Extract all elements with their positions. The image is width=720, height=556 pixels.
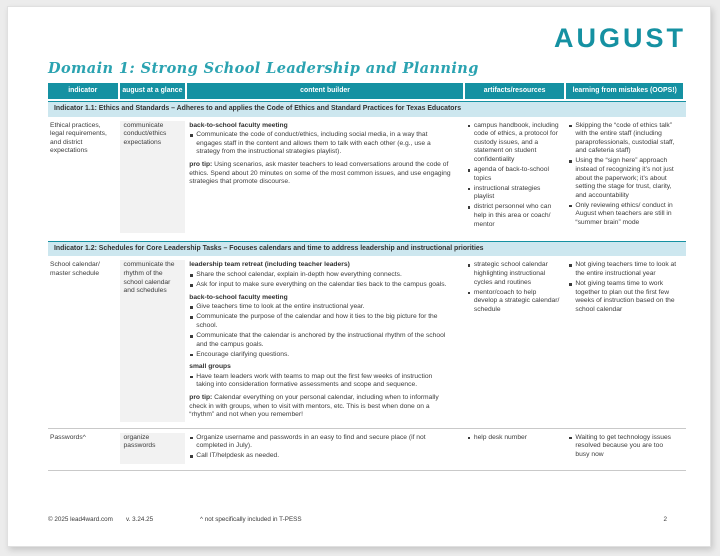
- table-row: [48, 117, 686, 239]
- content-heading: back-to-school faculty meeting: [189, 121, 288, 129]
- content-builder-cell: [187, 433, 463, 465]
- bullet-item: district personnel who can help in this area or coach/ mentor: [467, 203, 560, 229]
- indicator-cell: School calendar/ master schedule: [50, 261, 100, 277]
- bullet-item: Communicate the purpose of the calendar and how it ties to the big picture for the school.: [189, 313, 451, 330]
- learning-bullet-list: [568, 434, 678, 460]
- table-header-row: [48, 83, 686, 99]
- content-bullet-list: [189, 373, 451, 390]
- bullet-item: strategic school calendar highlighting instructional cycles and routines: [467, 261, 560, 287]
- bullet-item: Only reviewing ethics/ conduct in August when teachers are still in “summer brain” mode: [568, 202, 678, 228]
- pro-tip-label: pro tip:: [189, 160, 213, 168]
- page-footer: [48, 516, 686, 525]
- bullet-item: Encourage clarifying questions.: [189, 351, 451, 360]
- footer-copyright: © 2025 lead4ward.com: [48, 516, 113, 523]
- bullet-item: Ask for input to make sure everything on the calendar ties back to the campus goals.: [189, 281, 451, 290]
- bullet-item: Share the school calendar, explain in-depth how everything connects.: [189, 271, 451, 280]
- bullet-item: Not giving teams time to work together to plan out the first few weeks of instruction based on the school calendar: [568, 280, 678, 314]
- planning-table: [48, 83, 686, 472]
- bullet-item: Skipping the “code of ethics talk” with the entire staff (including paraprofessionals, custodial staff, and cafeteria staff): [568, 122, 678, 156]
- table-bottom-rule: [48, 470, 686, 472]
- learning-bullet-list: [568, 261, 678, 314]
- learning-cell: [566, 433, 683, 465]
- artifacts-bullet-list: [467, 261, 560, 314]
- bullet-item: campus handbook, including code of ethics, a protocol for custody issues, and a statement on student confidentiality: [467, 122, 560, 165]
- bullet-item: Waiting to get technology issues resolved because you are too busy now: [568, 434, 678, 460]
- at-a-glance-cell: communicate the rhythm of the school calendar and schedules: [120, 260, 186, 421]
- pro-tip: pro tip: Using scenarios, ask master teachers to lead conversations around the code of ethics. Spend about 20 minutes on some of the most common issues, and use engaging strategies that promote discourse.: [189, 160, 451, 186]
- learning-cell: [566, 121, 683, 233]
- table-row: [48, 428, 686, 471]
- content-bullet-list: [189, 131, 451, 157]
- pro-tip: pro tip: Calendar everything on your personal calendar, including when to informally check in with groups, when to visit with mentors, etc. This is best when done on a “rhythm” and not when you remember!: [189, 393, 439, 419]
- content-heading: leadership team retreat (including teacher leaders): [189, 261, 350, 269]
- content-bullet-list: [189, 303, 451, 359]
- artifacts-cell: [465, 433, 565, 465]
- page-title: Domain 1: Strong School Leadership and Planning: [48, 60, 479, 77]
- content-builder-cell: [187, 260, 463, 421]
- content-heading: small groups: [189, 363, 231, 371]
- document-page: [7, 6, 711, 547]
- table-row: [48, 256, 686, 427]
- indicator-cell: Passwords^: [50, 433, 86, 441]
- bullet-item: Call IT/helpdesk as needed.: [189, 452, 451, 461]
- bullet-item: Communicate that the calendar is anchored by the instructional rhythm of the school and the campus goals.: [189, 332, 451, 349]
- bullet-item: Organize username and passwords in an easy to find and secure place (if not completed in July).: [189, 434, 451, 451]
- column-header: content builder: [187, 83, 463, 99]
- table-body: [48, 101, 686, 471]
- learning-bullet-list: [568, 122, 678, 228]
- indicator-cell: Ethical practices, legal requirements, and district expectations: [50, 121, 107, 155]
- column-header: indicator: [48, 83, 118, 99]
- bullet-item: mentor/coach to help develop a strategic calendar/ schedule: [467, 289, 560, 315]
- bullet-item: Give teachers time to look at the entire instructional year.: [189, 303, 451, 312]
- bullet-item: Not giving teachers time to look at the entire instructional year: [568, 261, 678, 278]
- column-header: learning from mistakes (OOPS!): [566, 83, 683, 99]
- bullet-item: Communicate the code of conduct/ethics, including social media, in a way that engages staff in the content and allows them to talk with each other (e.g., use a strategy from the instructional strategies playlist).: [189, 131, 451, 157]
- indicator-section-band: Indicator 1.2: Schedules for Core Leadership Tasks – Focuses calendars and time to address leadership and instructional priorities: [48, 241, 686, 257]
- content-heading: back-to-school faculty meeting: [189, 293, 288, 301]
- pro-tip-label: pro tip:: [189, 393, 213, 401]
- month-heading: AUGUST: [554, 23, 686, 53]
- artifacts-cell: [465, 121, 565, 233]
- bullet-item: instructional strategies playlist: [467, 185, 560, 202]
- bullet-item: help desk number: [467, 434, 560, 443]
- artifacts-cell: [465, 260, 565, 421]
- footer-note: ^ not specifically included in T-PESS: [200, 516, 302, 523]
- column-header: august at a glance: [120, 83, 186, 99]
- content-bullet-list: [189, 271, 451, 290]
- content-bullet-list: [189, 434, 451, 461]
- learning-cell: [566, 260, 683, 421]
- at-a-glance-cell: organize passwords: [120, 433, 186, 465]
- footer-page-number: 2: [663, 516, 667, 523]
- indicator-section-band: Indicator 1.1: Ethics and Standards – Adheres to and applies the Code of Ethics and Standard Practices for Texas Educators: [48, 101, 686, 117]
- bullet-item: Have team leaders work with teams to map out the first few weeks of instruction taking into consideration formative assessments and scope and sequence.: [189, 373, 451, 390]
- bullet-item: agenda of back-to-school topics: [467, 166, 560, 183]
- at-a-glance-cell: communicate conduct/ethics expectations: [120, 121, 186, 233]
- bullet-item: Using the “sign here” approach instead of recognizing it’s not just about the paperwork; it’s about setting the stage for trust, clarity, and accountability: [568, 157, 678, 200]
- content-builder-cell: [187, 121, 463, 233]
- artifacts-bullet-list: [467, 434, 560, 443]
- footer-version: v. 3.24.25: [126, 516, 154, 523]
- artifacts-bullet-list: [467, 122, 560, 229]
- column-header: artifacts/resources: [465, 83, 565, 99]
